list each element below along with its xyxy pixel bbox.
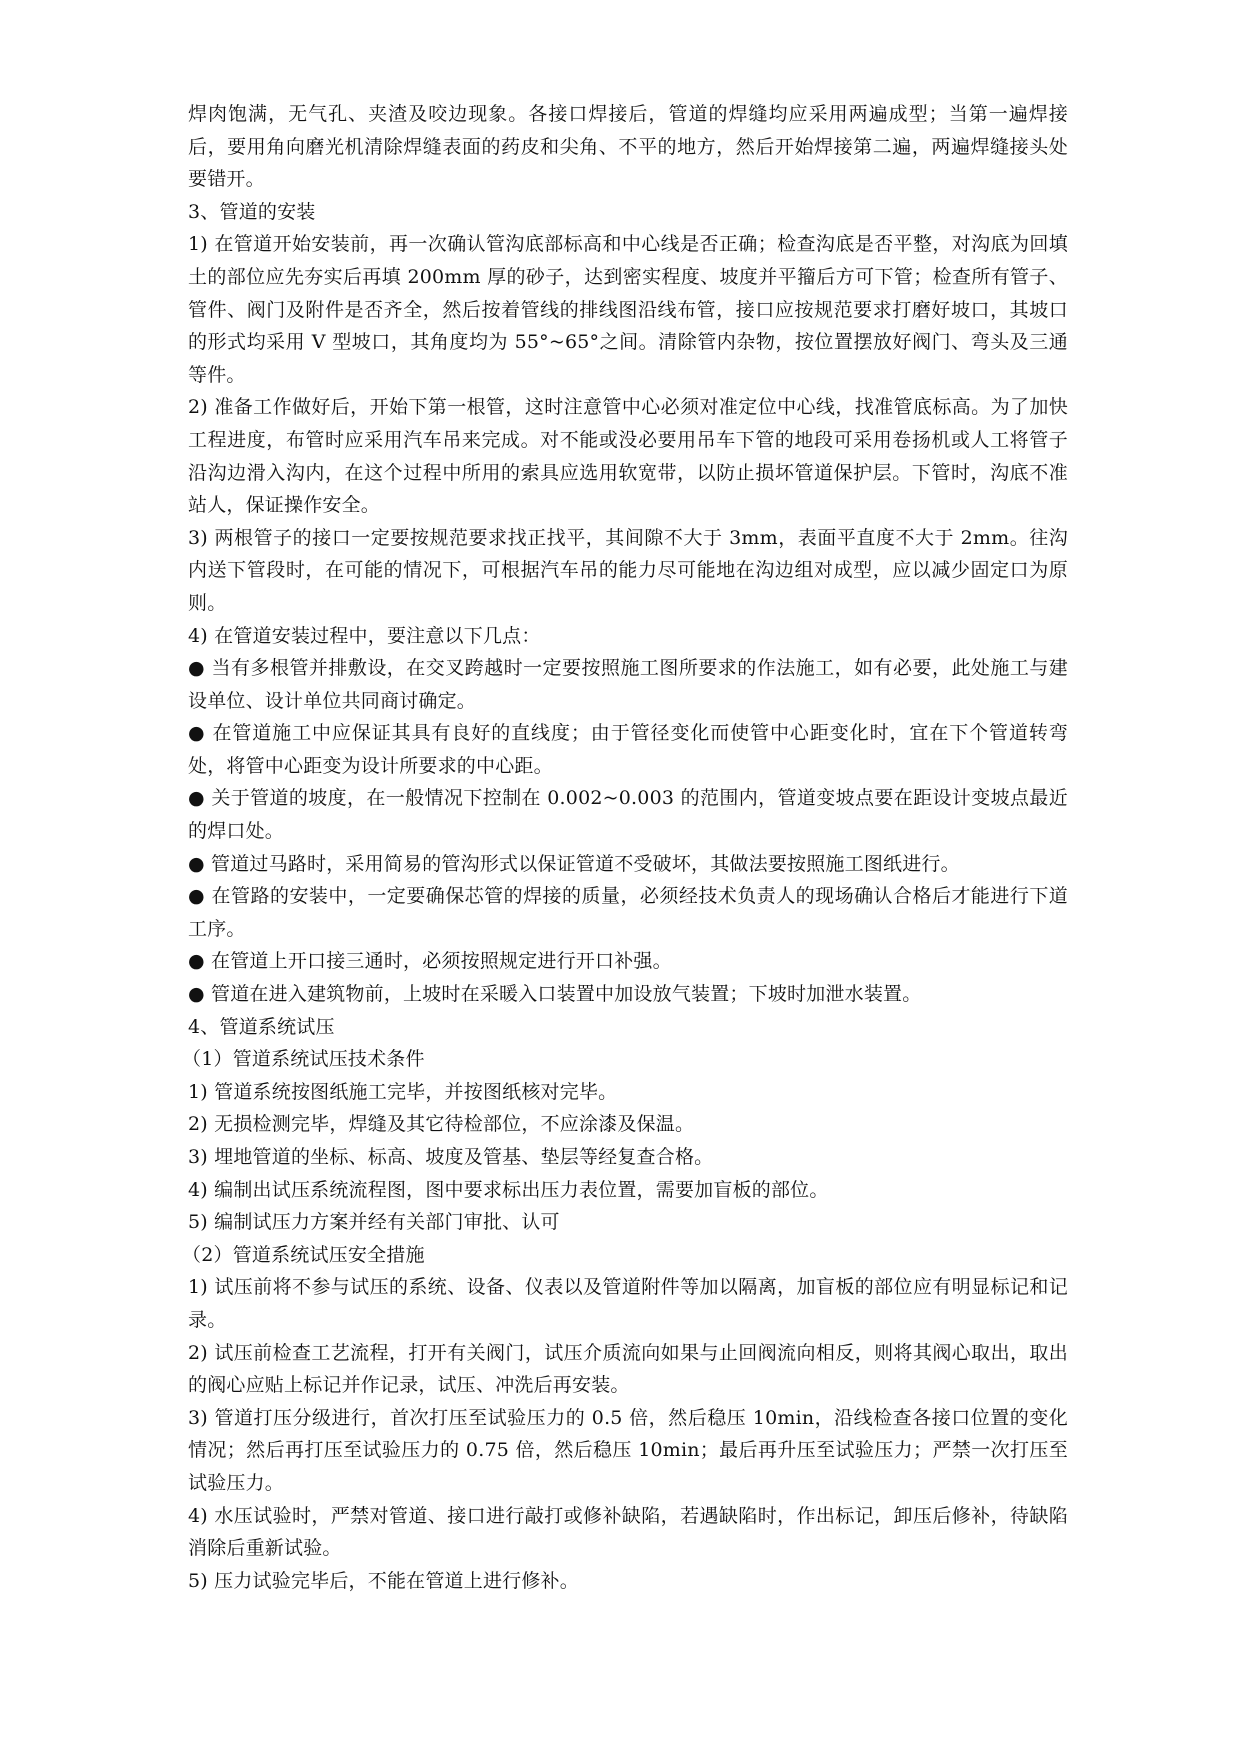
paragraph-weld-quality: 焊肉饱满，无气孔、夹渣及咬边现象。各接口焊接后，管道的焊缝均应采用两遍成型；当第一遍焊接后，要用角向磨光机清除焊缝表面的药皮和尖角、不平的地方，然后开始焊接第二遍，两遍焊缝接头处要错开。	[188, 103, 1068, 191]
list-item: 3) 管道打压分级进行，首次打压至试验压力的 0.5 倍，然后稳压 10min，沿线检查各接口位置的变化情况；然后再打压至试验压力的 0.75 倍，然后稳压 10min；最后再升压至试验压力；严禁一次打压至试验压力。	[188, 1406, 1068, 1494]
list-item: 5) 编制试压力方案并经有关部门审批、认可	[188, 1211, 560, 1234]
bullet-item: ● 在管道施工中应保证其具有良好的直线度；由于管径变化而使管中心距变化时，宜在下个管道转弯处，将管中心距变为设计所要求的中心距。	[188, 722, 1068, 777]
bullet-item: ● 在管路的安装中，一定要确保芯管的焊接的质量，必须经技术负责人的现场确认合格后才能进行下道工序。	[188, 885, 1068, 940]
paragraph-install-step-1: 1) 在管道开始安装前，再一次确认管沟底部标高和中心线是否正确；检查沟底是否平整，对沟底为回填土的部位应先夯实后再填 200mm 厚的砂子，达到密实程度、坡度并平籀后方可下管；检查所有管子、管件、阀门及附件是否齐全，然后按着管线的排线图沿线布管，接口应按规范要求打磨好坡口，其坡口的形式均采用 V 型坡口，其角度均为 55°~65°之间。清除管内杂物，按位置摆放好阀门、弯头及三通等件。	[188, 233, 1068, 386]
section-heading-pressure-test: 4、管道系统试压	[188, 1015, 335, 1038]
bullet-item: ● 关于管道的坡度，在一般情况下控制在 0.002~0.003 的范围内，管道变坡点要在距设计变坡点最近的焊口处。	[188, 787, 1068, 843]
bullet-item: ● 管道过马路时，采用简易的管沟形式以保证管道不受破坏，其做法要按照施工图纸进行。	[188, 852, 960, 875]
bullet-item: ● 当有多根管并排敷设，在交叉跨越时一定要按照施工图所要求的作法施工，如有必要，此处施工与建设单位、设计单位共同商讨确定。	[188, 657, 1068, 712]
subheading-safety-measures: （2）管道系统试压安全措施	[182, 1243, 425, 1266]
list-item: 2) 无损检测完毕，焊缝及其它待检部位，不应涂漆及保温。	[188, 1113, 695, 1136]
list-item: 1) 管道系统按图纸施工完毕，并按图纸核对完毕。	[188, 1080, 618, 1103]
paragraph-install-step-3: 3) 两根管子的接口一定要按规范要求找正找平，其间隙不大于 3mm，表面平直度不大于 2mm。往沟内送下管段时，在可能的情况下，可根据汽车吊的能力尽可能地在沟边组对成型，应以减少固定口为原则。	[188, 526, 1068, 614]
paragraph-install-step-4: 4) 在管道安装过程中，要注意以下几点：	[188, 624, 541, 647]
document-page	[182, 98, 1068, 1597]
list-item: 2) 试压前检查工艺流程，打开有关阀门，试压介质流向如果与止回阀流向相反，则将其阀心取出，取出的阀心应贴上标记并作记录，试压、冲洗后再安装。	[188, 1341, 1068, 1397]
list-item: 3) 埋地管道的坐标、标高、坡度及管基、垫层等经复查合格。	[188, 1146, 714, 1168]
list-item: 5) 压力试验完毕后，不能在管道上进行修补。	[188, 1569, 579, 1592]
paragraph-install-step-2: 2) 准备工作做好后，开始下第一根管，这时注意管中心必须对准定位中心线，找准管底标高。为了加快工程进度，布管时应采用汽车吊来完成。对不能或没必要用吊车下管的地段可采用卷扬机或人工将管子沿沟边滑入沟内，在这个过程中所用的索具应选用软宽带，以防止损坏管道保护层。下管时，沟底不准站人，保证操作安全。	[188, 396, 1068, 517]
list-item: 1) 试压前将不参与试压的系统、设备、仪表以及管道附件等加以隔离，加盲板的部位应有明显标记和记录。	[188, 1276, 1068, 1331]
bullet-item: ● 在管道上开口接三通时，必须按照规定进行开口补强。	[188, 950, 672, 973]
bullet-item: ● 管道在进入建筑物前，上坡时在采暖入口装置中加设放气装置；下坡时加泄水装置。	[188, 983, 922, 1006]
section-heading-pipe-installation: 3、管道的安装	[188, 200, 316, 223]
list-item: 4) 水压试验时，严禁对管道、接口进行敲打或修补缺陷，若遇缺陷时，作出标记，卸压后修补，待缺陷消除后重新试验。	[188, 1504, 1068, 1560]
subheading-test-conditions: （1）管道系统试压技术条件	[182, 1048, 425, 1071]
list-item: 4) 编制出试压系统流程图，图中要求标出压力表位置，需要加盲板的部位。	[188, 1178, 829, 1201]
